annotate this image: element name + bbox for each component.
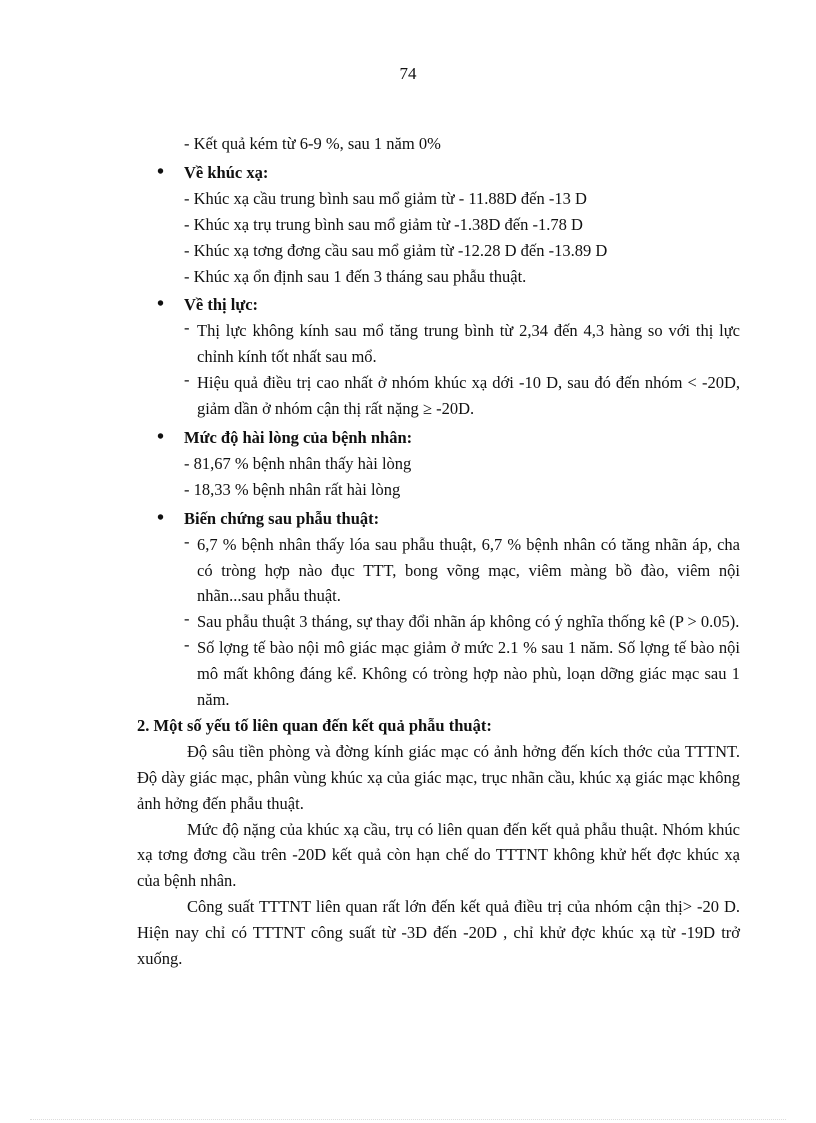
- paragraph: Độ sâu tiền phòng và đờng kính giác mạc có ảnh hởng đến kích thớc của TTTNT. Độ dày giác mạc, phân vùng khúc xạ của giác mạc, trục nhãn cầu, khúc xạ giác mạc không ảnh hởng đến phẫu thuật.: [137, 741, 740, 813]
- section-2-title: 2. Một số yếu tố liên quan đến kết quả phẫu thuật:: [137, 715, 492, 735]
- section-heading-satisfaction: • Mức độ hài lòng của bệnh nhân:: [137, 425, 740, 451]
- visual-acuity-item: - Thị lực không kính sau mổ tăng trung bình từ 2,34 đến 4,3 hàng so với thị lực chỉnh kính tốt nhất sau mổ.: [184, 318, 740, 367]
- page-content: [137, 131, 740, 972]
- intro-line: - Kết quả kém từ 6-9 %, sau 1 năm 0%: [184, 134, 441, 153]
- refraction-line: - Khúc xạ ổn định sau 1 đến 3 tháng sau phẫu thuật.: [184, 266, 527, 286]
- refraction-line: - Khúc xạ cầu trung bình sau mổ giảm từ - 11.88D đến -13 D: [184, 188, 587, 208]
- page-number: 74: [399, 64, 417, 83]
- paragraph: Công suất TTTNT liên quan rất lớn đến kết quả điều trị của nhóm cận thị> -20 D. Hiện nay chỉ có TTTNT công suất từ -3D đến -20D , chỉ khử đợc khúc xạ từ -19D trở xuống.: [137, 897, 740, 969]
- complication-item: - Số lợng tế bào nội mô giác mạc giảm ở mức 2.1 % sau 1 năm. Số lợng tế bào nội mô mất không đáng kể. Không có tròng hợp nào phù, loạn dỡng giác mạc sau 1 năm.: [184, 635, 740, 710]
- complication-item: - Sau phẫu thuật 3 tháng, sự thay đổi nhãn áp không có ý nghĩa thống kê (P > 0.05).: [184, 609, 740, 632]
- visual-acuity-item: - Hiệu quả điều trị cao nhất ở nhóm khúc xạ dới -10 D, sau đó đến nhóm < -20D, giảm dần ở nhóm cận thị rất nặng ≥ -20D.: [184, 370, 740, 419]
- bullet-icon: •: [157, 425, 165, 448]
- refraction-line: - Khúc xạ trụ trung bình sau mổ giảm từ -1.38D đến -1.78 D: [184, 214, 583, 234]
- section-heading-visual-acuity: • Về thị lực:: [137, 292, 740, 318]
- complication-item: - 6,7 % bệnh nhân thấy lóa sau phẫu thuật, 6,7 % bệnh nhân có tăng nhãn áp, cha có tròng hợp nào đục TTT, bong võng mạc, viêm màng bồ đào, viêm nội nhãn...sau phẫu thuật.: [184, 531, 740, 606]
- satisfaction-line: - 81,67 % bệnh nhân thấy hài lòng: [184, 453, 412, 473]
- refraction-line: - Khúc xạ tơng đơng cầu sau mổ giảm từ -12.28 D đến -13.89 D: [184, 240, 608, 260]
- paragraph: Mức độ nặng của khúc xạ cầu, trụ có liên quan đến kết quả phẫu thuật. Nhóm khúc xạ tơng đơng cầu trên -20D kết quả còn hạn chế do TTTNT không khử hết đợc khúc xạ của bệnh nhân.: [137, 819, 740, 891]
- section-heading-refraction: • Về khúc xạ:: [137, 160, 740, 186]
- bullet-icon: •: [157, 506, 165, 529]
- satisfaction-line: - 18,33 % bệnh nhân rất hài lòng: [184, 479, 401, 499]
- section-heading-complications: • Biến chứng sau phẫu thuật:: [137, 506, 740, 532]
- footer-divider: [30, 1119, 786, 1120]
- bullet-icon: •: [157, 293, 165, 316]
- bullet-icon: •: [157, 160, 165, 183]
